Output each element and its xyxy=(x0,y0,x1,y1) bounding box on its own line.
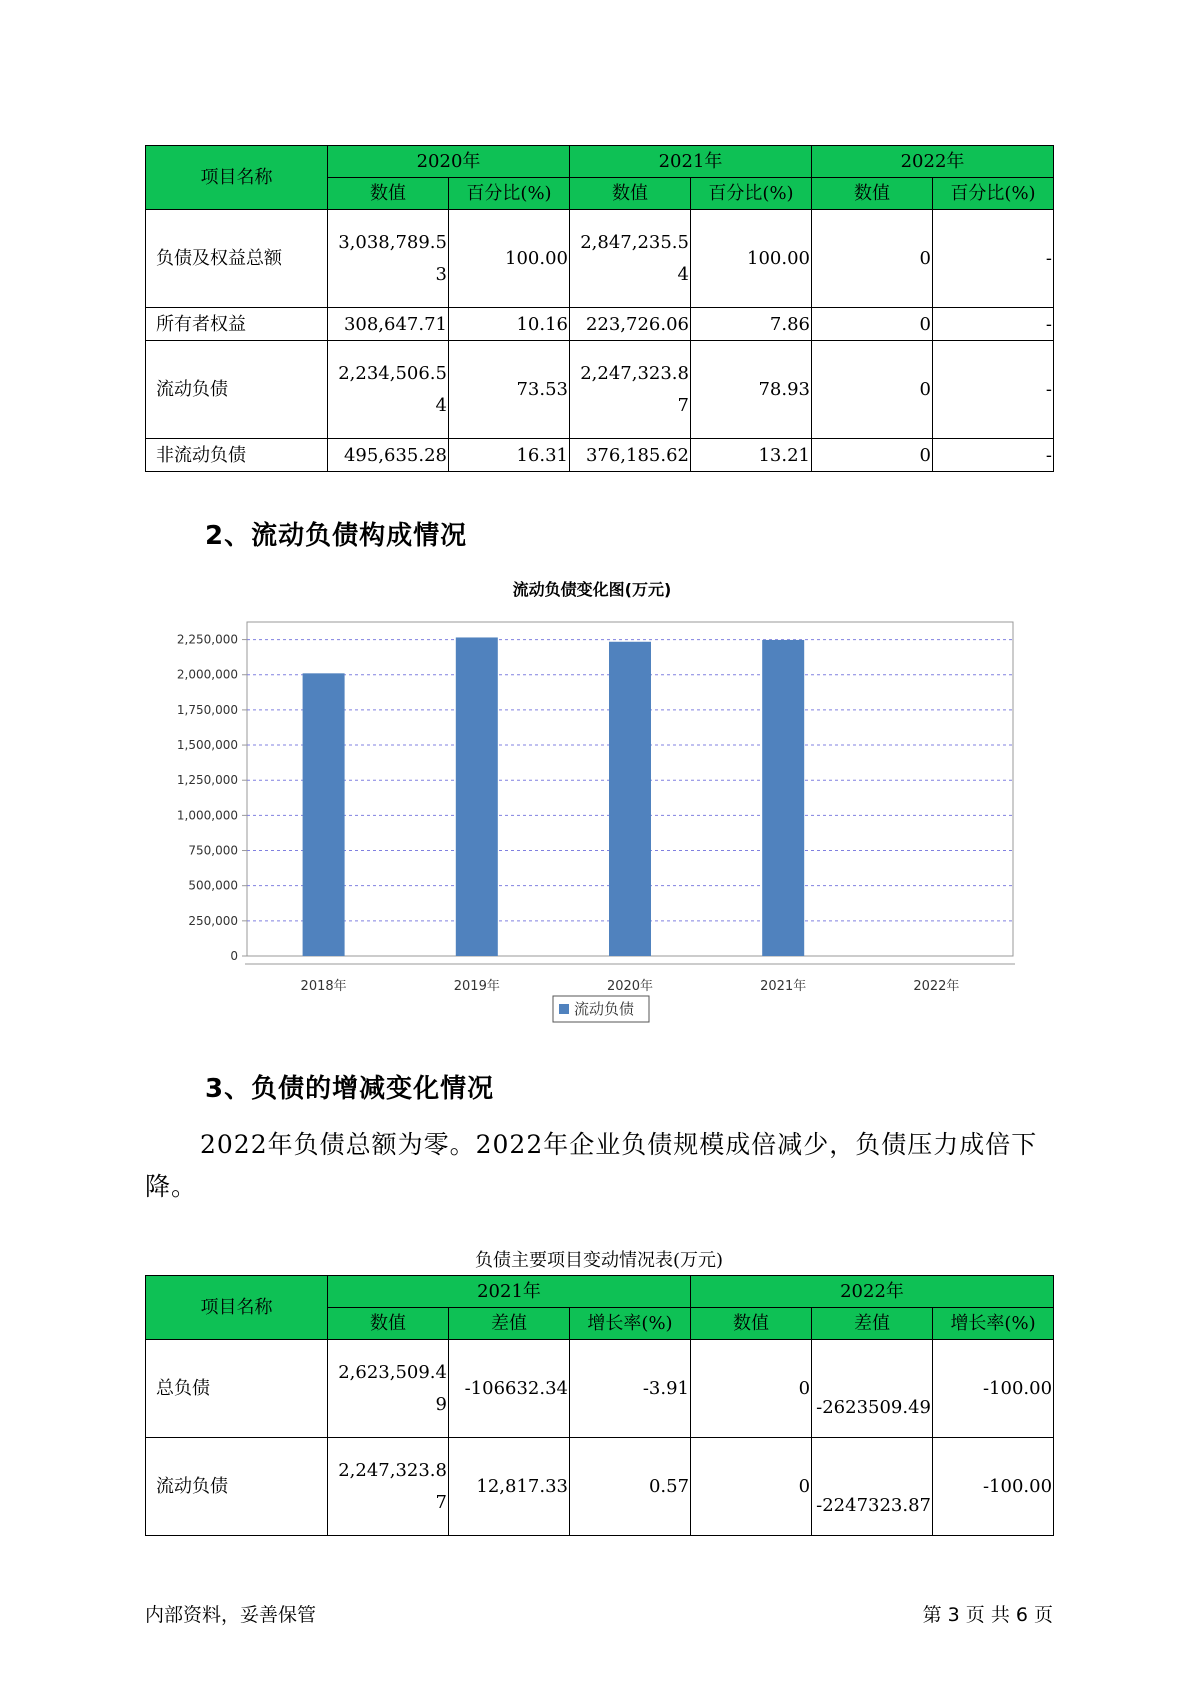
table-cell: -3.91 xyxy=(570,1340,691,1438)
x-tick-label: 2021年 xyxy=(760,979,807,994)
bar xyxy=(762,640,804,956)
section-2-heading: 2、流动负债构成情况 xyxy=(205,521,468,551)
header-value: 数值 xyxy=(328,1308,449,1340)
y-tick-label: 250,000 xyxy=(188,913,238,928)
row-label: 流动负债 xyxy=(146,341,328,439)
table-row xyxy=(146,1438,1054,1536)
table-cell: 495,635.28 xyxy=(328,439,449,472)
header-percent: 百分比(%) xyxy=(691,178,812,210)
y-tick-label: 2,000,000 xyxy=(176,667,238,682)
row-label: 总负债 xyxy=(146,1340,328,1438)
y-tick-label: 500,000 xyxy=(188,878,238,893)
row-label: 所有者权益 xyxy=(146,308,328,341)
table-cell: 3,038,789.53 xyxy=(328,210,449,308)
table-cell: 12,817.33 xyxy=(449,1438,570,1536)
table-cell: - xyxy=(933,341,1054,439)
y-tick-label: 1,500,000 xyxy=(176,738,238,753)
table-cell: - xyxy=(933,210,1054,308)
row-label: 非流动负债 xyxy=(146,439,328,472)
table-cell: 73.53 xyxy=(449,341,570,439)
table-cell: 0 xyxy=(691,1438,812,1536)
y-axis-ticks xyxy=(177,633,247,963)
table-cell: 0 xyxy=(812,210,933,308)
header-year-2021: 2021年 xyxy=(328,1276,691,1308)
table-cell: -2623509.49 xyxy=(812,1340,933,1438)
table-cell: 0 xyxy=(812,439,933,472)
header-difference: 差值 xyxy=(812,1308,933,1340)
y-tick-label: 1,000,000 xyxy=(176,808,238,823)
header-percent: 百分比(%) xyxy=(933,178,1054,210)
x-axis-ticks xyxy=(301,978,960,994)
header-item-name: 项目名称 xyxy=(146,146,328,210)
header-difference: 差值 xyxy=(449,1308,570,1340)
y-tick-label: 1,250,000 xyxy=(176,773,238,788)
table-cell: - xyxy=(933,308,1054,341)
table-cell: -100.00 xyxy=(933,1438,1054,1536)
table-cell: 0 xyxy=(691,1340,812,1438)
legend-label: 流动负债 xyxy=(574,1000,635,1018)
table-cell: 100.00 xyxy=(691,210,812,308)
table-cell: 2,623,509.49 xyxy=(328,1340,449,1438)
table-cell: 13.21 xyxy=(691,439,812,472)
bar xyxy=(303,673,345,956)
balance-structure-table xyxy=(145,145,1054,472)
table-caption: 负债主要项目变动情况表(万元) xyxy=(474,1250,724,1271)
table-cell: 0 xyxy=(812,341,933,439)
table-cell: 0 xyxy=(812,308,933,341)
table-row xyxy=(146,308,1054,341)
header-item-name: 项目名称 xyxy=(146,1276,328,1340)
body-paragraph: 2022年负债总额为零。2022年企业负债规模成倍减少，负债压力成倍下降。 xyxy=(145,1130,1038,1201)
table-cell: -2247323.87 xyxy=(812,1438,933,1536)
table-cell: 2,247,323.87 xyxy=(570,341,691,439)
header-year-2022: 2022年 xyxy=(691,1276,1054,1308)
table-cell: 2,234,506.54 xyxy=(328,341,449,439)
header-percent: 百分比(%) xyxy=(449,178,570,210)
table-cell: 78.93 xyxy=(691,341,812,439)
liability-change-table xyxy=(145,1275,1054,1536)
table-cell: 7.86 xyxy=(691,308,812,341)
header-value: 数值 xyxy=(691,1308,812,1340)
y-tick-label: 2,250,000 xyxy=(176,632,238,647)
footer-page-number: 第 3 页 共 6 页 xyxy=(922,1604,1053,1626)
x-tick-label: 2018年 xyxy=(300,979,347,994)
table-cell: 16.31 xyxy=(449,439,570,472)
header-year-2021: 2021年 xyxy=(570,146,812,178)
legend xyxy=(553,996,649,1022)
table-cell: -106632.34 xyxy=(449,1340,570,1438)
header-year-2020: 2020年 xyxy=(328,146,570,178)
table-cell: 10.16 xyxy=(449,308,570,341)
y-tick-label: 1,750,000 xyxy=(176,702,238,717)
bar xyxy=(609,642,651,956)
bar xyxy=(456,637,498,956)
legend-swatch xyxy=(559,1004,569,1014)
section-3-heading: 3、负债的增减变化情况 xyxy=(205,1074,495,1104)
table-row xyxy=(146,341,1054,439)
chart-title: 流动负债变化图(万元) xyxy=(512,580,672,599)
table-cell: 100.00 xyxy=(449,210,570,308)
table-cell: 0.57 xyxy=(570,1438,691,1536)
x-tick-label: 2019年 xyxy=(453,979,500,994)
x-tick-label: 2020年 xyxy=(606,979,654,994)
header-growth-rate: 增长率(%) xyxy=(933,1308,1054,1340)
header-growth-rate: 增长率(%) xyxy=(570,1308,691,1340)
row-label: 流动负债 xyxy=(146,1438,328,1536)
header-value: 数值 xyxy=(328,178,449,210)
table-row xyxy=(146,1340,1054,1438)
header-year-2022: 2022年 xyxy=(812,146,1054,178)
table-cell: 2,847,235.54 xyxy=(570,210,691,308)
table-row xyxy=(146,439,1054,472)
table-cell: 376,185.62 xyxy=(570,439,691,472)
table-row xyxy=(146,210,1054,308)
header-value: 数值 xyxy=(570,178,691,210)
table-cell: 2,247,323.87 xyxy=(328,1438,449,1536)
table-cell: 223,726.06 xyxy=(570,308,691,341)
table-cell: -100.00 xyxy=(933,1340,1054,1438)
table-cell: - xyxy=(933,439,1054,472)
table-cell: 308,647.71 xyxy=(328,308,449,341)
header-value: 数值 xyxy=(812,178,933,210)
current-liabilities-bar-chart xyxy=(145,570,1045,1030)
row-label: 负债及权益总额 xyxy=(146,210,328,308)
y-tick-label: 0 xyxy=(230,949,238,963)
footer-confidential: 内部资料，妥善保管 xyxy=(145,1604,317,1626)
x-tick-label: 2022年 xyxy=(913,979,960,994)
y-tick-label: 750,000 xyxy=(188,843,238,858)
